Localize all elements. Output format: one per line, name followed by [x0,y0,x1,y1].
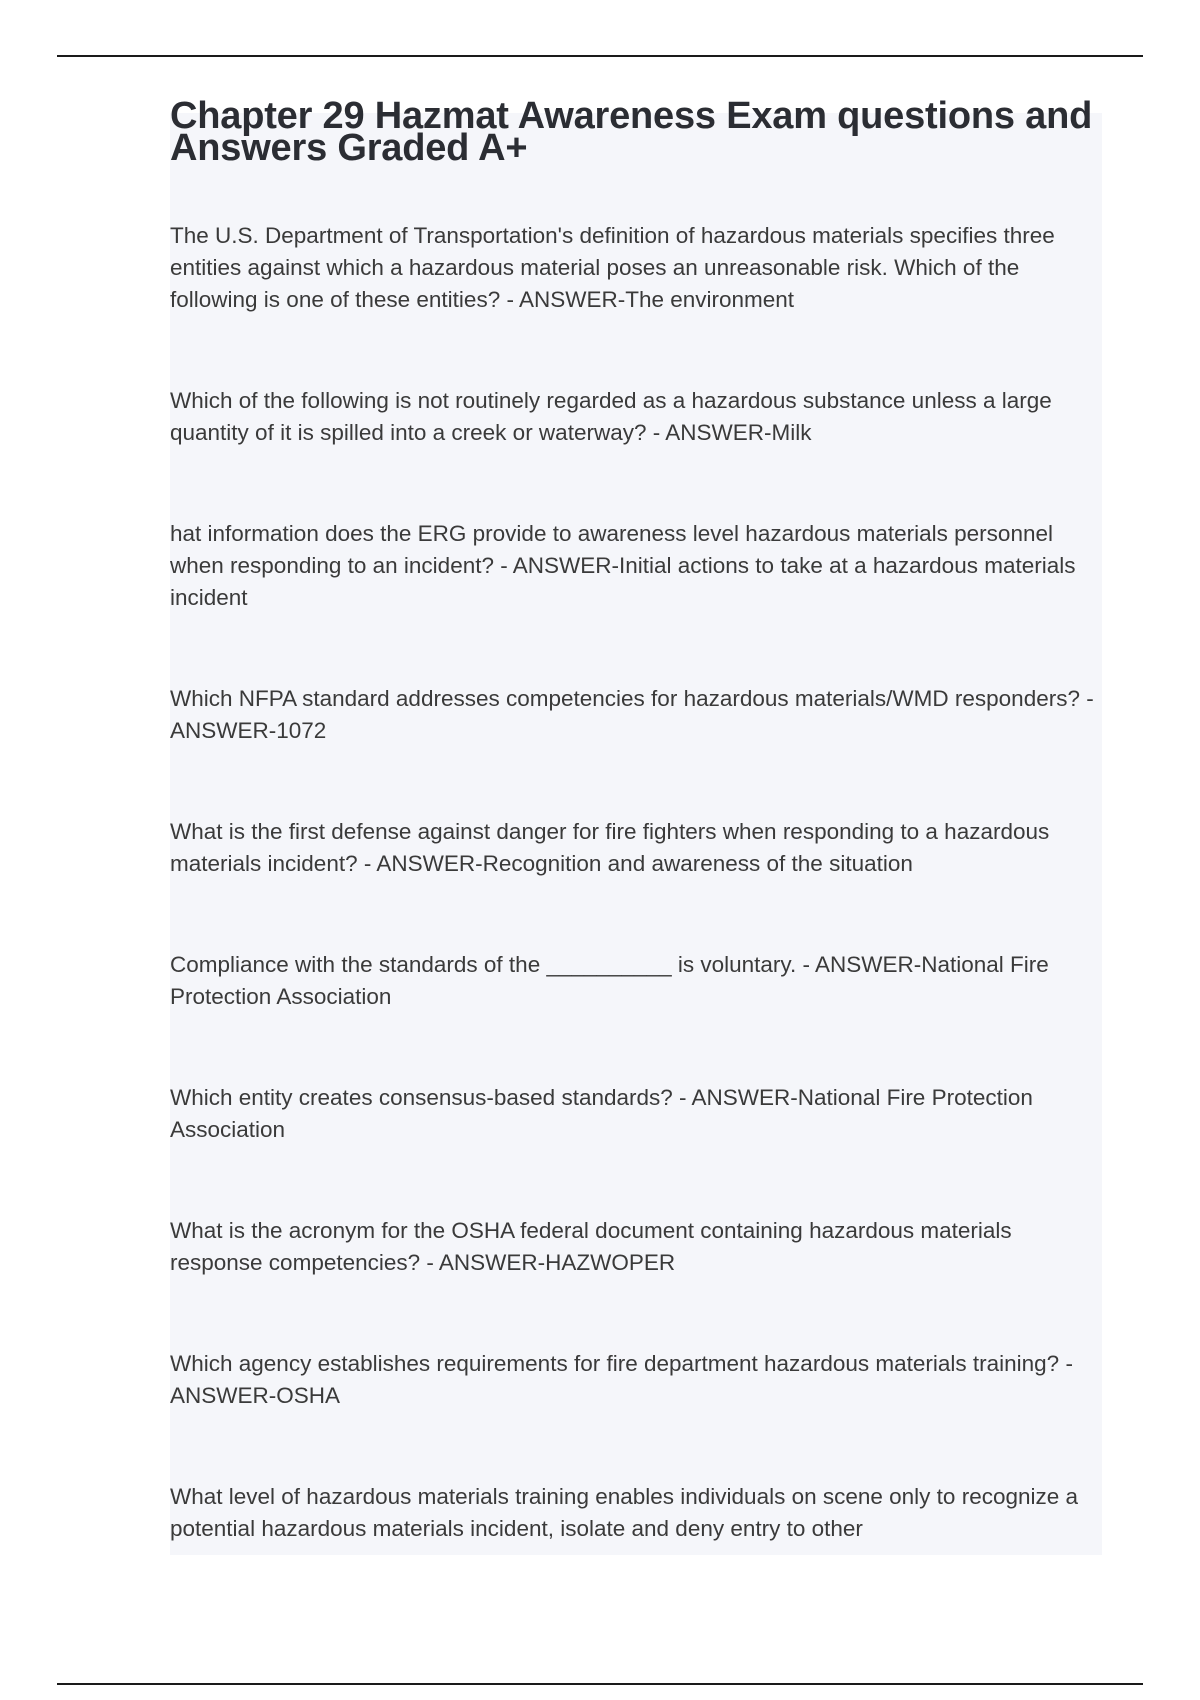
qa-item: hat information does the ERG provide to awareness level hazardous materials personnel when responding to an incident? - ANSWER-Initial actions to take at a hazardous materials incident [170,521,1076,610]
qa-item: Which agency establishes requirements for fire department hazardous materials training? - ANSWER-OSHA [170,1351,1073,1408]
document-title: Chapter 29 Hazmat Awareness Exam questions and Answers Graded A+ [170,95,1093,169]
qa-item: Which entity creates consensus-based standards? - ANSWER-National Fire Protection Association [170,1085,1033,1142]
bottom-rule [57,1683,1143,1685]
qa-item: Which NFPA standard addresses competencies for hazardous materials/WMD responders? - ANSWER-1072 [170,686,1094,743]
qa-item: What is the acronym for the OSHA federal document containing hazardous materials response competencies? - ANSWER-HAZWOPER [170,1218,1012,1275]
qa-item: Compliance with the standards of the __________ is voluntary. - ANSWER-National Fire Protection Association [170,952,1049,1009]
qa-item: The U.S. Department of Transportation's definition of hazardous materials specifies three entities against which a hazardous material poses an unreasonable risk. Which of the following is one of these entities? - ANSWER-The environment [170,223,1055,312]
qa-item: What is the first defense against danger for fire fighters when responding to a hazardous materials incident? - ANSWER-Recognition and awareness of the situation [170,819,1050,876]
document-body [170,95,1110,1545]
qa-list [170,220,1110,1545]
top-rule [57,55,1143,57]
qa-item: Which of the following is not routinely regarded as a hazardous substance unless a large quantity of it is spilled into a creek or waterway? - ANSWER-Milk [170,388,1052,445]
qa-item: What level of hazardous materials training enables individuals on scene only to recognize a potential hazardous materials incident, isolate and deny entry to other [170,1484,1079,1541]
